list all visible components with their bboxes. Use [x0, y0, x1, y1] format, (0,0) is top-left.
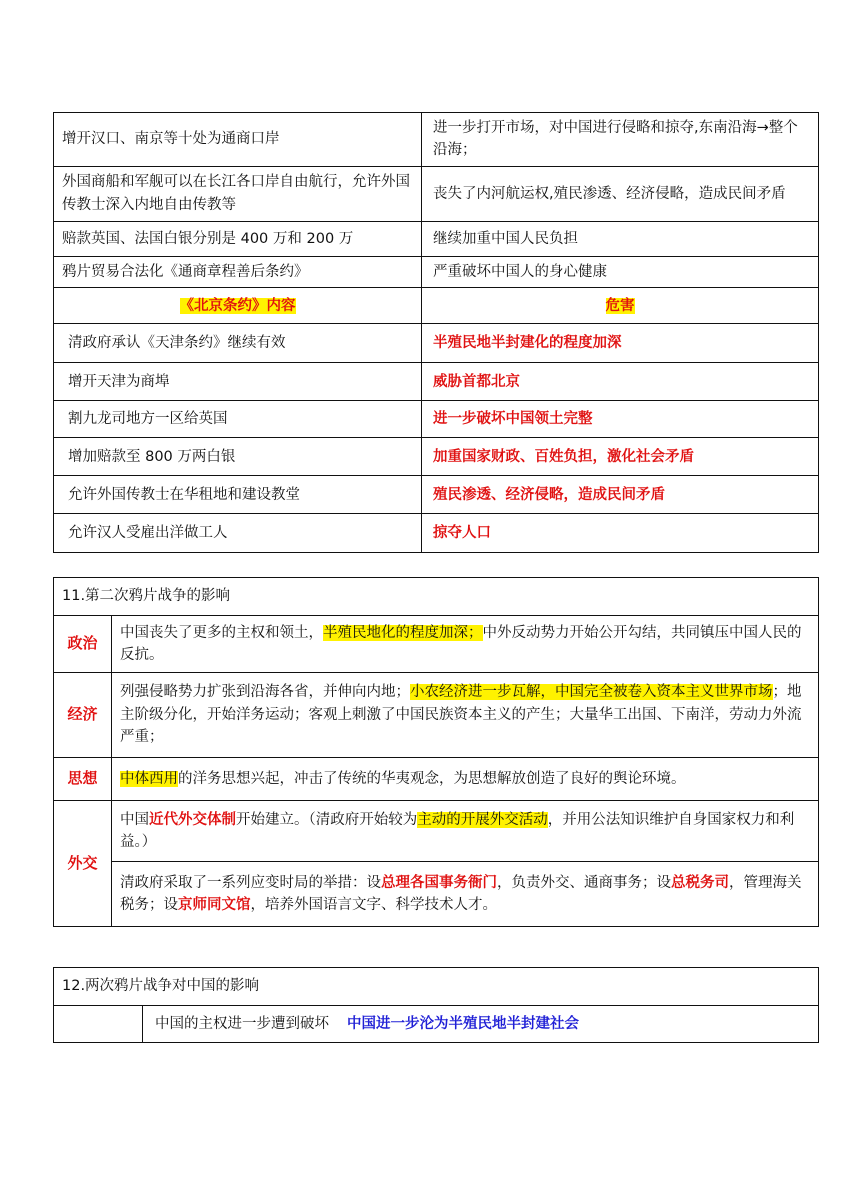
second-opium-war-impact-table	[53, 577, 819, 927]
table-row	[54, 476, 819, 514]
diplomacy-text: 开始建立。（清政府开始较为	[236, 811, 418, 828]
section-title: 11.第二次鸦片战争的影响	[54, 578, 819, 616]
table-row	[54, 616, 819, 673]
diplomacy-keyword: 总税务司	[671, 874, 729, 891]
politics-text-2: 中外反动势力开始公开勾结，共同镇压中国人民的反抗。	[120, 624, 802, 663]
economy-highlight: 小农经济进一步瓦解，中国完全被卷入资本主义世界市场	[410, 684, 773, 701]
diplomacy-content-2	[112, 862, 819, 927]
diplomacy-highlight: 主动的开展外交活动	[417, 811, 548, 828]
harm-header-text: 危害	[605, 297, 635, 314]
empty-cell	[54, 1006, 143, 1043]
table-header-row	[54, 288, 819, 324]
table-title-row	[54, 578, 819, 616]
impact-content	[143, 1006, 819, 1043]
diplomacy-text: 中国	[120, 811, 149, 828]
table-title-row	[54, 968, 819, 1006]
thought-text: 的洋务思想兴起，冲击了传统的华夷观念，为思想解放创造了良好的舆论环境。	[178, 770, 686, 787]
treaty-table	[53, 112, 819, 553]
diplomacy-text: 清政府采取了一系列应变时局的举措：设	[120, 874, 381, 891]
diplomacy-keyword: 总理各国事务衙门	[381, 874, 497, 891]
harm-cell: 威胁首都北京	[422, 363, 819, 401]
harm-cell: 进一步破坏中国领土完整	[422, 401, 819, 438]
treaty-content-cell: 鸦片贸易合法化《通商章程善后条约》	[54, 256, 422, 287]
economy-text: 列强侵略势力扩张到沿海各省，并伸向内地；	[120, 684, 410, 701]
diplomacy-text: ，并用公法知识维护自身国家权力和利益。）	[120, 811, 795, 850]
politics-highlight: 半殖民地化的程度加深；	[323, 624, 483, 641]
table-row	[54, 401, 819, 438]
diplomacy-content-1	[112, 801, 819, 862]
table-row	[54, 166, 819, 221]
section-title: 12.两次鸦片战争对中国的影响	[54, 968, 819, 1006]
treaty-content-cell: 允许外国传教士在华租地和建设教堂	[54, 476, 422, 514]
impact-text: 中国的主权进一步遭到破坏	[155, 1015, 329, 1032]
impact-conclusion: 中国进一步沦为半殖民地半封建社会	[347, 1015, 579, 1032]
table-row	[54, 256, 819, 287]
diplomacy-keyword: 京师同文馆	[178, 897, 251, 913]
treaty-content-cell: 增开汉口、南京等十处为通商口岸	[54, 113, 422, 167]
treaty-content-cell: 清政府承认《天津条约》继续有效	[54, 324, 422, 363]
treaty-content-cell: 赔款英国、法国白银分别是 400 万和 200 万	[54, 221, 422, 256]
harm-cell: 掠夺人口	[422, 514, 819, 553]
table-row	[54, 1006, 819, 1043]
table-row	[54, 221, 819, 256]
diplomacy-text: ，负责外交、通商事务；设	[497, 874, 671, 891]
treaty-content-cell: 增加赔款至 800 万两白银	[54, 438, 422, 476]
economy-text-2: ；地主阶级分化，开始洋务运动；客观上刺激了中国民族资本主义的产生；大量华工出国、下南洋，劳动力外流严重；	[120, 684, 802, 746]
diplomacy-text: ，培养外国语言文字、科学技术人才。	[250, 897, 497, 913]
table-row	[54, 438, 819, 476]
harm-cell: 丧失了内河航运权,殖民渗透、经济侵略，造成民间矛盾	[422, 166, 819, 221]
diplomacy-keyword: 近代外交体制	[149, 811, 236, 828]
harm-cell: 半殖民地半封建化的程度加深	[422, 324, 819, 363]
economy-content	[112, 673, 819, 758]
harm-cell: 继续加重中国人民负担	[422, 221, 819, 256]
beijing-treaty-header-text: 《北京条约》内容	[179, 297, 296, 314]
beijing-treaty-header	[54, 288, 422, 324]
treaty-content-cell: 允许汉人受雇出洋做工人	[54, 514, 422, 553]
table-row	[54, 113, 819, 167]
harm-cell: 进一步打开市场，对中国进行侵略和掠夺,东南沿海→整个沿海；	[422, 113, 819, 167]
table-row	[54, 862, 819, 927]
table-row	[54, 363, 819, 401]
economy-label: 经济	[54, 673, 112, 758]
politics-text: 中国丧失了更多的主权和领土，	[120, 624, 323, 641]
thought-content	[112, 758, 819, 801]
harm-cell: 严重破坏中国人的身心健康	[422, 256, 819, 287]
treaty-content-cell: 增开天津为商埠	[54, 363, 422, 401]
harm-cell: 加重国家财政、百姓负担，激化社会矛盾	[422, 438, 819, 476]
diplomacy-label: 外交	[54, 801, 112, 927]
harm-cell: 殖民渗透、经济侵略，造成民间矛盾	[422, 476, 819, 514]
diplomacy-text: ，管理海关税务；设	[120, 874, 802, 913]
treaty-content-cell: 外国商船和军舰可以在长江各口岸自由航行，允许外国传教士深入内地自由传教等	[54, 166, 422, 221]
two-wars-impact-table	[53, 967, 819, 1043]
thought-highlight: 中体西用	[120, 770, 178, 787]
table-row	[54, 758, 819, 801]
table-row	[54, 324, 819, 363]
politics-label: 政治	[54, 616, 112, 673]
table-row	[54, 673, 819, 758]
table-row	[54, 514, 819, 553]
table-row	[54, 801, 819, 862]
politics-content	[112, 616, 819, 673]
thought-label: 思想	[54, 758, 112, 801]
treaty-content-cell: 割九龙司地方一区给英国	[54, 401, 422, 438]
harm-header	[422, 288, 819, 324]
